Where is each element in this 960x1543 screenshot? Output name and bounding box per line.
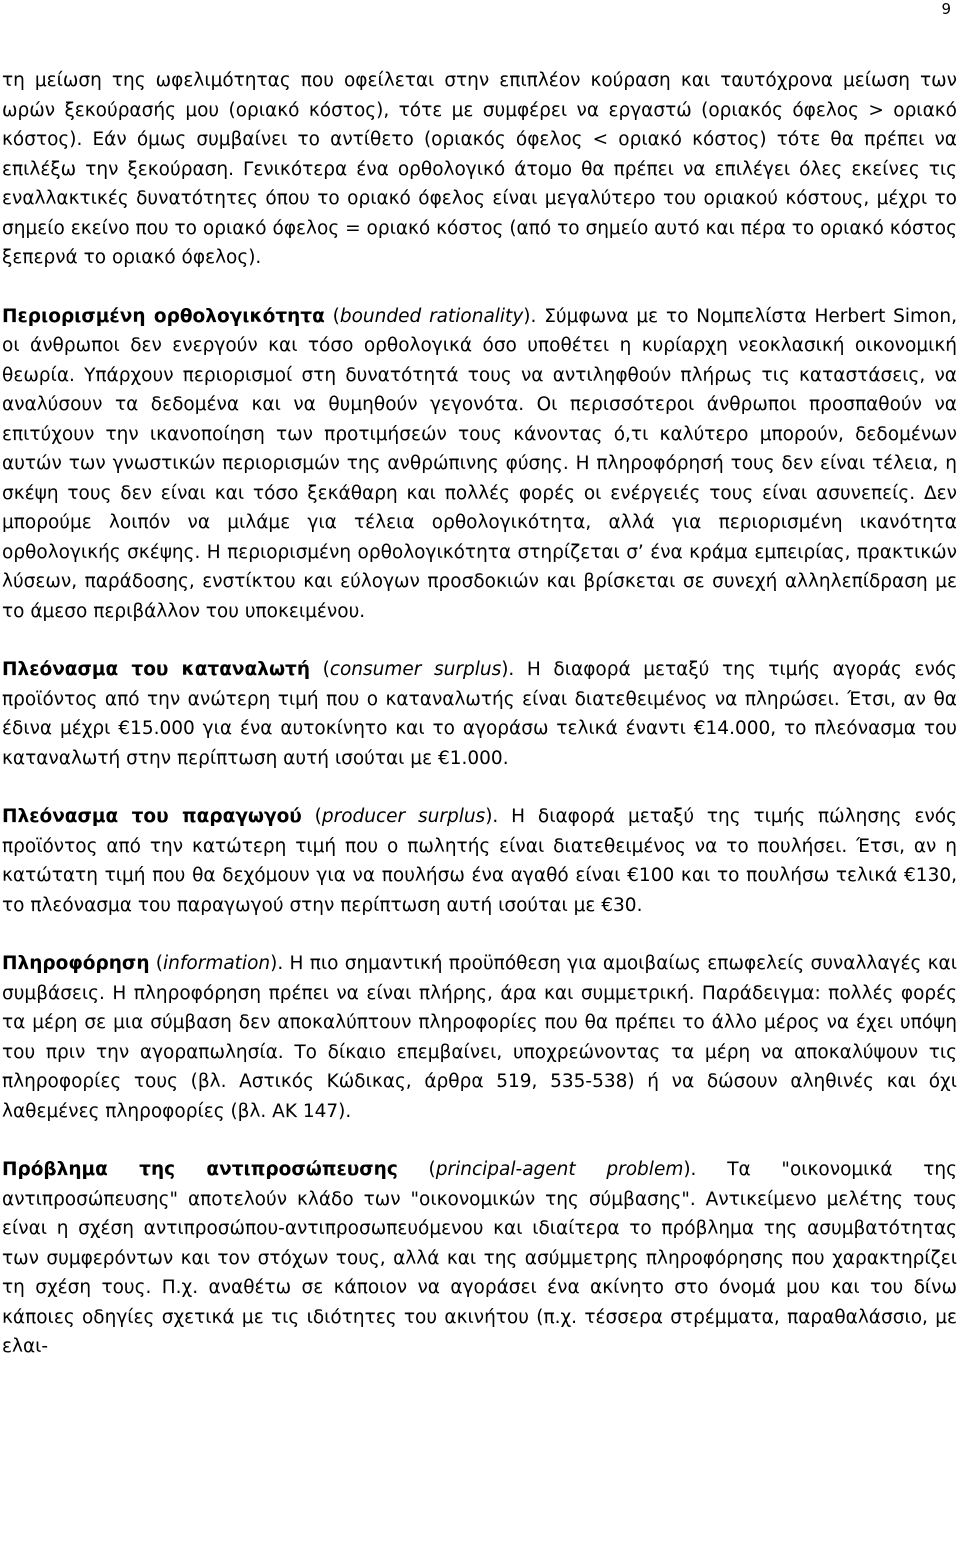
english-term: information [163,953,271,974]
paren-open: ( [149,953,164,974]
paren-close: ). [523,305,537,327]
term-heading: Πρόβλημα της αντιπροσώπευσης [2,1159,398,1180]
paren-close: ). [683,1159,697,1180]
paragraph-producer-surplus [2,802,957,920]
paren-close: ). [485,806,499,827]
paren-close: ). [501,659,515,680]
term-heading: Πλεόνασμα του παραγωγού [2,806,302,827]
paragraph-text: τη μείωση της ωφελιμότητας που οφείλεται στην επιπλέον κούραση και ταυτόχρονα μείωση των ωρών ξεκούρασής μου (οριακό κόστος), τότε με συμφέρει να εργαστώ (οριακός όφελος > οριακό κόστος). Εάν όμως συμβαίνει το αντίθετο (οριακός όφελος < οριακό κόστος) τότε θα πρέπει να επιλέξω την ξεκούραση. Γενικότερα ένα ορθολογικό άτομο θα πρέπει να επιλέγει όλες εκείνες τις εναλλακτικές δυνατότητες όπου το οριακό όφελος είναι μεγαλύτερο του οριακού κόστους, μέχρι το σημείο εκείνο που το οριακό όφελος = οριακό κόστος (από το σημείο αυτό και πέρα το οριακό κόστος ξεπερνά το οριακό όφελος). [2,70,957,268]
document-body [2,66,957,1362]
paragraph-consumer-surplus [2,655,957,773]
paren-close: ). [270,953,284,974]
paren-open: ( [324,305,340,327]
paragraph-marginal-analysis [2,66,957,273]
paren-open: ( [310,659,330,680]
paragraph-text: Σύμφωνα με το Νομπελίστα Herbert Simon, οι άνθρωποι δεν ενεργούν και τόσο ορθολογικά όσο υποθέτει η κυρίαρχη νεοκλασική οικονομική θεωρία. Υπάρχουν περιορισμοί στη δυνατότητά τους να αντιληφθούν πλήρως τις καταστάσεις, να αναλύσουν τα δεδομένα και να θυμηθούν γεγονότα. Οι περισσότεροι άνθρωποι προσπαθούν να επιτύχουν την ικανοποίηση των προτιμήσεών τους κάνοντας ό,τι καλύτερο μπορούν, δεδομένων αυτών των γνωστικών περιορισμών της ανθρώπινης φύσης. Η πληροφόρησή τους δεν είναι τέλεια, η σκέψη τους δεν είναι και τόσο ξεκάθαρη και πολλές φορές οι ενέργειές τους είναι ασυνεπείς. Δεν μπορούμε λοιπόν να μιλάμε για τέλεια ορθολογικότητα, αλλά για περιορισμένη ικανότητα ορθολογικής σκέψης. Η περιορισμένη ορθολογικότητα στηρίζεται σ’ ένα κράμα εμπειρίας, πρακτικών λύσεων, παράδοσης, ενστίκτου και εύλογων προσδοκιών και βρίσκεται σε συνεχή αλληλεπίδραση με το άμεσο περιβάλλον του υποκειμένου. [2,305,957,622]
english-term: bounded rationality [339,305,524,327]
paragraph-text: Η πιο σημαντική προϋπόθεση για αμοιβαίως επωφελείς συναλλαγές και συμβάσεις. Η πληροφόρηση πρέπει να είναι πλήρης, άρα και συμμετρική. Παράδειγμα: πολλές φορές τα μέρη σε μια σύμβαση δεν αποκαλύπτουν πληροφορίες που θα πρέπει το άλλο μέρος να έχει υπόψη του πριν την αγοραπωλησία. Το δίκαιο επεμβαίνει, υποχρεώνοντας τα μέρη να αποκαλύψουν τις πληροφορίες τους (βλ. Αστικός Κώδικας, άρθρα 519, 535-538) ή να δώσουν αληθινές και όχι λαθεμένες πληροφορίες (βλ. ΑΚ 147). [2,953,957,1122]
page-number: 9 [941,0,951,18]
paragraph-bounded-rationality [2,302,957,627]
paragraph-principal-agent [2,1155,957,1362]
term-heading: Πλεόνασμα του καταναλωτή [2,659,310,680]
english-term: consumer surplus [329,659,502,680]
english-term: principal-agent problem [435,1159,684,1180]
paren-open: ( [301,806,322,827]
paragraph-text: Η διαφορά μεταξύ της τιμής αγοράς ενός προϊόντος από την ανώτερη τιμή που ο καταναλωτής είναι διατεθειμένος να πληρώσει. Έτσι, αν θα έδινα μέχρι €15.000 για ένα αυτοκίνητο και το αγοράσω τελικά έναντι €14.000, το πλεόνασμα του καταναλωτή στην περίπτωση αυτή ισούται με €1.000. [2,659,957,769]
paragraph-text: Η διαφορά μεταξύ της τιμής πώλησης ενός προϊόντος από την κατώτερη τιμή που ο πωλητής είναι διατεθειμένος να το πουλήσει. Έτσι, αν η κατώτατη τιμή που θα δεχόμουν για να πουλήσω ένα αγαθό είναι €100 και το πουλήσω τελικά €130, το πλεόνασμα του παραγωγού στην περίπτωση αυτή ισούται με €30. [2,806,957,916]
paragraph-text: Τα "οικονομικά της αντιπροσώπευσης" αποτελούν κλάδο των "οικονομικών της σύμβασης". Αντικείμενο μελέτης τους είναι η σχέση αντιπροσώπου-αντιπροσωπευόμενου και ιδιαίτερα το πρόβλημα της ασυμβατότητας των συμφερόντων και τον στόχων τους, αλλά και της ασύμμετρης πληροφόρησης που χαρακτηρίζει τη σχέση τους. Π.χ. αναθέτω σε κάποιον να αγοράσει ένα ακίνητο στο όνομά μου και του δίνω κάποιες οδηγίες σχετικά με τις ιδιότητες του ακινήτου (π.χ. τέσσερα στρέμματα, παραθαλάσσιο, με ελαι- [2,1159,957,1357]
term-heading: Περιορισμένη ορθολογικότητα [2,305,325,327]
term-heading: Πληροφόρηση [2,953,150,974]
english-term: producer surplus [321,806,486,827]
paragraph-information [2,949,957,1126]
paren-open: ( [397,1159,436,1180]
